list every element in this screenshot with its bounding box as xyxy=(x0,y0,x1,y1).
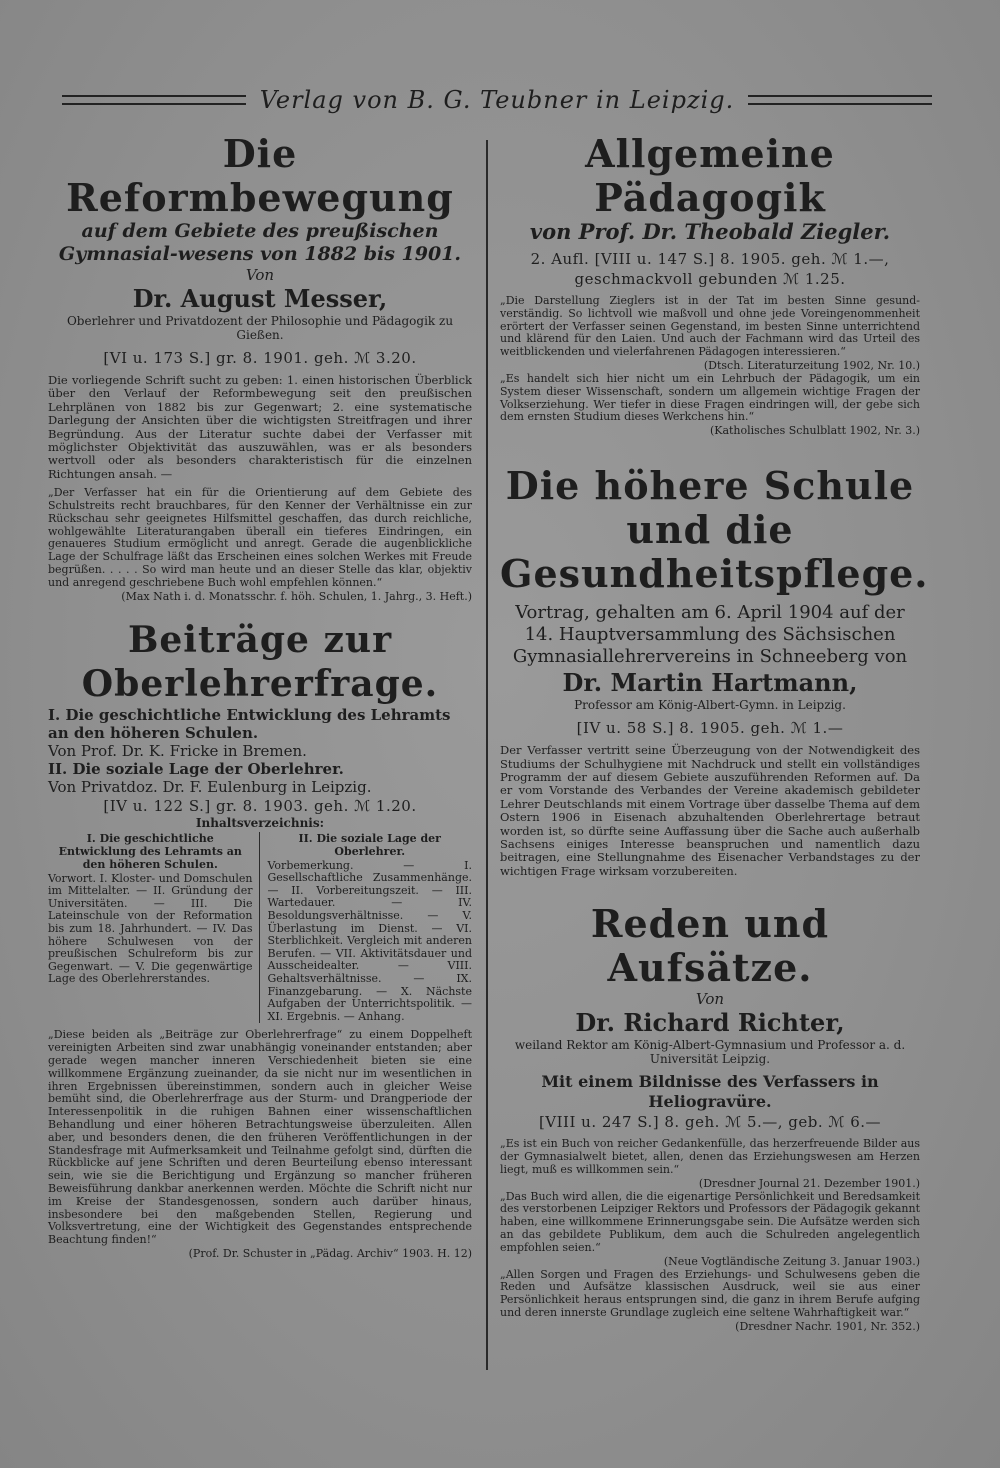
author-name: Dr. August Messer, xyxy=(132,284,388,313)
book-title: Die Reformbewegung xyxy=(66,131,454,220)
part-two-title: II. Die soziale Lage der Oberlehrer. xyxy=(48,759,344,778)
column-divider xyxy=(486,140,488,1370)
review-quote: „Es handelt sich hier nicht um ein Lehrbuch der Pädagogik, um ein System dieser Wissenschaft, sondern um allgemein wichtige Fragen der Volkserziehung. Wer tiefer in diese Fragen eindringen will, der gebe sich dem ernsten Studium dieses Werkchens hin.“ xyxy=(500,371,920,424)
review-quote: „Diese beiden als „Beiträge zur Oberlehrerfrage“ zu einem Doppelheft vereinigten Arbeiten sind zwar unabhängig voneinander entstanden; aber gerade wegen mancher inneren Verschiedenheit bieten sie eine willkommene Ergänzung zueinander, da sie nicht nur im wesentlichen in ihren Ergebnissen übereinstimmen, sondern auch in gleicher Weise bemüht sind, die Oberlehrerfrage aus der Sturm- und Drangperiode der Interessenpolitik in die ruhigen Bahnen einer wissenschaftlichen Behandlung und einer höheren Betrachtungsweise überzuleiten. Allen aber, und besonders denen, die den früheren Veröffentlichungen in der Standesfrage mit Aufmerksamkeit und Teilnahme gefolgt sind, dürften die Rückblicke auf jene Schriften und deren Beurteilung ebenso interessant sein, wie sie die Berichtigung und Ergänzung so mancher früheren Beweisführung dankbar anerkennen werden. Möchte die Schrift nicht nur im Kreise der Standesgenossen, sondern auch darüber hinaus, insbesondere bei den maßgebenden Stellen, Regierung und Volksvertretung, eine der Wichtigkeit des Gegenstandes entsprechende Beachtung finden!“ xyxy=(48,1028,472,1247)
book-description: Die vorliegende Schrift sucht zu geben: 1. einen historischen Überblick über den Verlauf der Reformbewegung seit den preußischen Lehrplänen von 1882 bis zur Gegenwart; 2. eine systematische Darlegung der Ansichten über die wichtigsten Streitfragen und ihrer Begründung. Aus der Literatur suchte dabei der Verfasser mit möglichster Objektivität das auszuwählen, was er als besonders wertvoll oder als besonders charakteristisch für die einzelnen Richtungen ansah. — xyxy=(48,373,472,481)
publisher-header xyxy=(62,82,932,118)
book-oberlehrerfrage xyxy=(48,618,472,706)
price-line: [VI u. 173 S.] gr. 8. 1901. geh. ℳ 3.20. xyxy=(103,349,417,367)
toc-part-one-text: Vorwort. I. Kloster- und Domschulen im Mittelalter. — II. Gründung der Universitäten. — III. Die Lateinschule von der Reformation bis zum 18. Jahrhundert. — IV. Das höhere Schulwesen von der preußischen Schulreform bis zur Gegenwart. — V. Die gegenwärtige Lage des Oberlehrerstandes. xyxy=(48,871,253,986)
review-quote: „Es ist ein Buch von reicher Gedankenfülle, das herzerfreuende Bilder aus der Gymnasialwelt bietet, allen, denen das Erziehungswesen am Herzen liegt, muß es willkommen sein.“ xyxy=(500,1137,920,1176)
publisher-title: Verlag von B. G. Teubner in Leipzig. xyxy=(259,86,735,114)
review-quote: „Die Darstellung Zieglers ist in der Tat im besten Sinne gesund-verständig. So lichtvoll wie maßvoll und ohne jede Voreingenommenheit erörtert der Verfasser seinen Gegenstand, im besten Sinne unterrichtend und klärend für den Laien. Und auch der Fachmann wird das Urteil des weitblickenden und vielerfahrenen Pädagogen interessieren.“ xyxy=(500,294,920,359)
price-line: [IV u. 122 S.] gr. 8. 1903. geh. ℳ 1.20. xyxy=(103,796,417,815)
left-column xyxy=(48,132,472,1261)
author-description: weiland Rektor am König-Albert-Gymnasium und Professor a. d. Universität Leipzig. xyxy=(514,1038,906,1067)
book-subtitle: auf dem Gebiete des preußischen Gymnasial-wesens von 1882 bis 1901. xyxy=(58,220,462,265)
book-title: Reden und Aufsätze. xyxy=(590,901,830,991)
review-source: (Dresdner Nachr. 1901, Nr. 352.) xyxy=(735,1319,920,1333)
toc-heading: Inhaltsverzeichnis: xyxy=(195,815,325,830)
book-description: Der Verfasser vertritt seine Überzeugung von der Notwendigkeit des Studiums der Schulhygiene mit Nachdruck und stellt ein vollständiges Programm der auf diesem Gebiete auszuführenden Reformen auf. Da er vom Vorstande des Verbandes der Vereine akademisch gebildeter Lehrer Deutschlands mit einem Vortrage über dasselbe Thema auf dem Ostern 1906 in Eisenach abzuhaltenden Oberlehrertage betraut worden ist, so dürfte seine Auffassung über die Sache auch außerhalb Sachsens einiges Interesse beanspruchen und namentlich dazu beitragen, eine Stellungnahme des Eisenacher Verbandstages zu der wichtigen Frage wirksam vorzubereiten. xyxy=(500,743,920,878)
header-rule-right xyxy=(748,95,932,105)
part-one-title: I. Die geschichtliche Entwicklung des Lehramts an den höheren Schulen. xyxy=(48,705,451,742)
book-title-line-1: Die höhere Schule xyxy=(505,463,915,509)
by-label: Von xyxy=(695,990,725,1009)
review-source: (Dresdner Journal 21. Dezember 1901.) xyxy=(698,1176,920,1190)
book-title-line-2: und die Gesundheitspflege. xyxy=(500,507,929,597)
lecture-info: Vortrag, gehalten am 6. April 1904 auf der 14. Hauptversammlung des Sächsischen Gymnasiallehrervereins in Schneeberg von xyxy=(512,602,908,668)
header-rule-left xyxy=(62,95,246,105)
author-name: Dr. Martin Hartmann, xyxy=(562,668,858,698)
part-one-author: Von Prof. Dr. K. Fricke in Bremen. xyxy=(48,741,307,760)
book-reden-und-aufsaetze xyxy=(500,902,920,1132)
review-source: (Prof. Dr. Schuster in „Pädag. Archiv“ 1903. H. 12) xyxy=(188,1246,472,1260)
book-author-line: von Prof. Dr. Theobald Ziegler. xyxy=(529,219,891,244)
book-title: Allgemeine Pädagogik xyxy=(585,131,835,220)
table-of-contents xyxy=(48,832,472,1024)
price-line: [VIII u. 247 S.] 8. geh. ℳ 5.—, geb. ℳ 6.— xyxy=(538,1113,882,1132)
review-source: (Dtsch. Literaturzeitung 1902, Nr. 10.) xyxy=(703,358,920,372)
book-reformbewegung xyxy=(48,132,472,368)
right-column xyxy=(500,131,929,1334)
toc-part-one xyxy=(48,832,260,1024)
book-allgemeine-paedagogik xyxy=(500,132,920,289)
review-quote: „Der Verfasser hat ein für die Orientierung auf dem Gebiete des Schulstreits recht brauchbares, für den Kenner der Verhältnisse ein zur Rückschau sehr geeignetes Hilfsmittel geschaffen, das durch reichliche, wohlgewählte Literaturangaben überall ein tieferes Eindringen, ein genaueres Studium ermöglicht und anregt. Gerade die augenblickliche Lage der Schulfrage läßt das Erscheinen eines solchen Werkes mit Freude begrüßen. . . . . So wird man heute und an dieser Stelle das klar, objektiv und anregend geschriebene Buch wohl empfehlen können.“ xyxy=(48,486,472,589)
review-source: (Neue Vogtländische Zeitung 3. Januar 1903.) xyxy=(663,1254,920,1268)
review-source: (Katholisches Schulblatt 1902, Nr. 3.) xyxy=(709,424,920,438)
price-line: [IV u. 58 S.] 8. 1905. geh. ℳ 1.— xyxy=(576,719,844,738)
toc-part-two xyxy=(260,832,473,1024)
price-line: 2. Aufl. [VIII u. 147 S.] 8. 1905. geh. ℳ 1.—, geschmackvoll gebunden ℳ 1.25. xyxy=(530,250,890,288)
review-quote: „Allen Sorgen und Fragen des Erziehungs- und Schulwesens geben die Reden und Aufsätze klassischen Ausdruck, weil sie aus einer Persönlichkeit heraus entsprungen sind, die ganz in ihrem Berufe aufging und deren innerste Grundlage zugleich eine seltene Wahrhaftigkeit war.“ xyxy=(500,1267,920,1319)
toc-part-two-heading: II. Die soziale Lage der Oberlehrer. xyxy=(298,831,441,858)
portrait-note: Mit einem Bildnisse des Verfassers in Heliogravüre. xyxy=(541,1072,879,1112)
part-two-author: Von Privatdoz. Dr. F. Eulenburg in Leipzig. xyxy=(48,777,372,796)
toc-part-one-heading: I. Die geschichtliche Entwicklung des Lehramts an den höheren Schulen. xyxy=(58,831,242,871)
book-title: Beiträge zur Oberlehrerfrage. xyxy=(81,618,439,705)
book-hoehere-schule xyxy=(500,463,929,738)
by-label: Von xyxy=(245,266,275,284)
author-description: Professor am König-Albert-Gymn. in Leipzig. xyxy=(574,698,846,713)
author-name: Dr. Richard Richter, xyxy=(575,1008,845,1038)
review-quote: „Das Buch wird allen, die die eigenartige Persönlichkeit und Beredsamkeit des verstorbenen Leipziger Rektors und Professors der Pädagogik gekannt haben, eine willkommene Erinnerungsgabe sein. Die Aufsätze werden sich an das gebildete Publikum, dem auch die Schulreden angelegentlich empfohlen seien.“ xyxy=(500,1189,920,1254)
toc-part-two-text: Vorbemerkung. — I. Gesellschaftliche Zusammenhänge. — II. Vorbereitungszeit. — III. Wartedauer. — IV. Besoldungsverhältnisse. — V. Überlastung im Dienst. — VI. Sterblichkeit. Vergleich mit anderen Berufen. — VII. Aktivitätsdauer und Ausscheidealter. — VIII. Gehaltsverhältnisse. — IX. Finanzgebarung. — X. Nächste Aufgaben der Unterrichtspolitik. — XI. Ergebnis. — Anhang. xyxy=(267,858,472,1023)
review-source: (Max Nath i. d. Monatsschr. f. höh. Schulen, 1. Jahrg., 3. Heft.) xyxy=(121,589,472,603)
author-description: Oberlehrer und Privatdozent der Philosophie und Pädagogik zu Gießen. xyxy=(66,314,454,342)
